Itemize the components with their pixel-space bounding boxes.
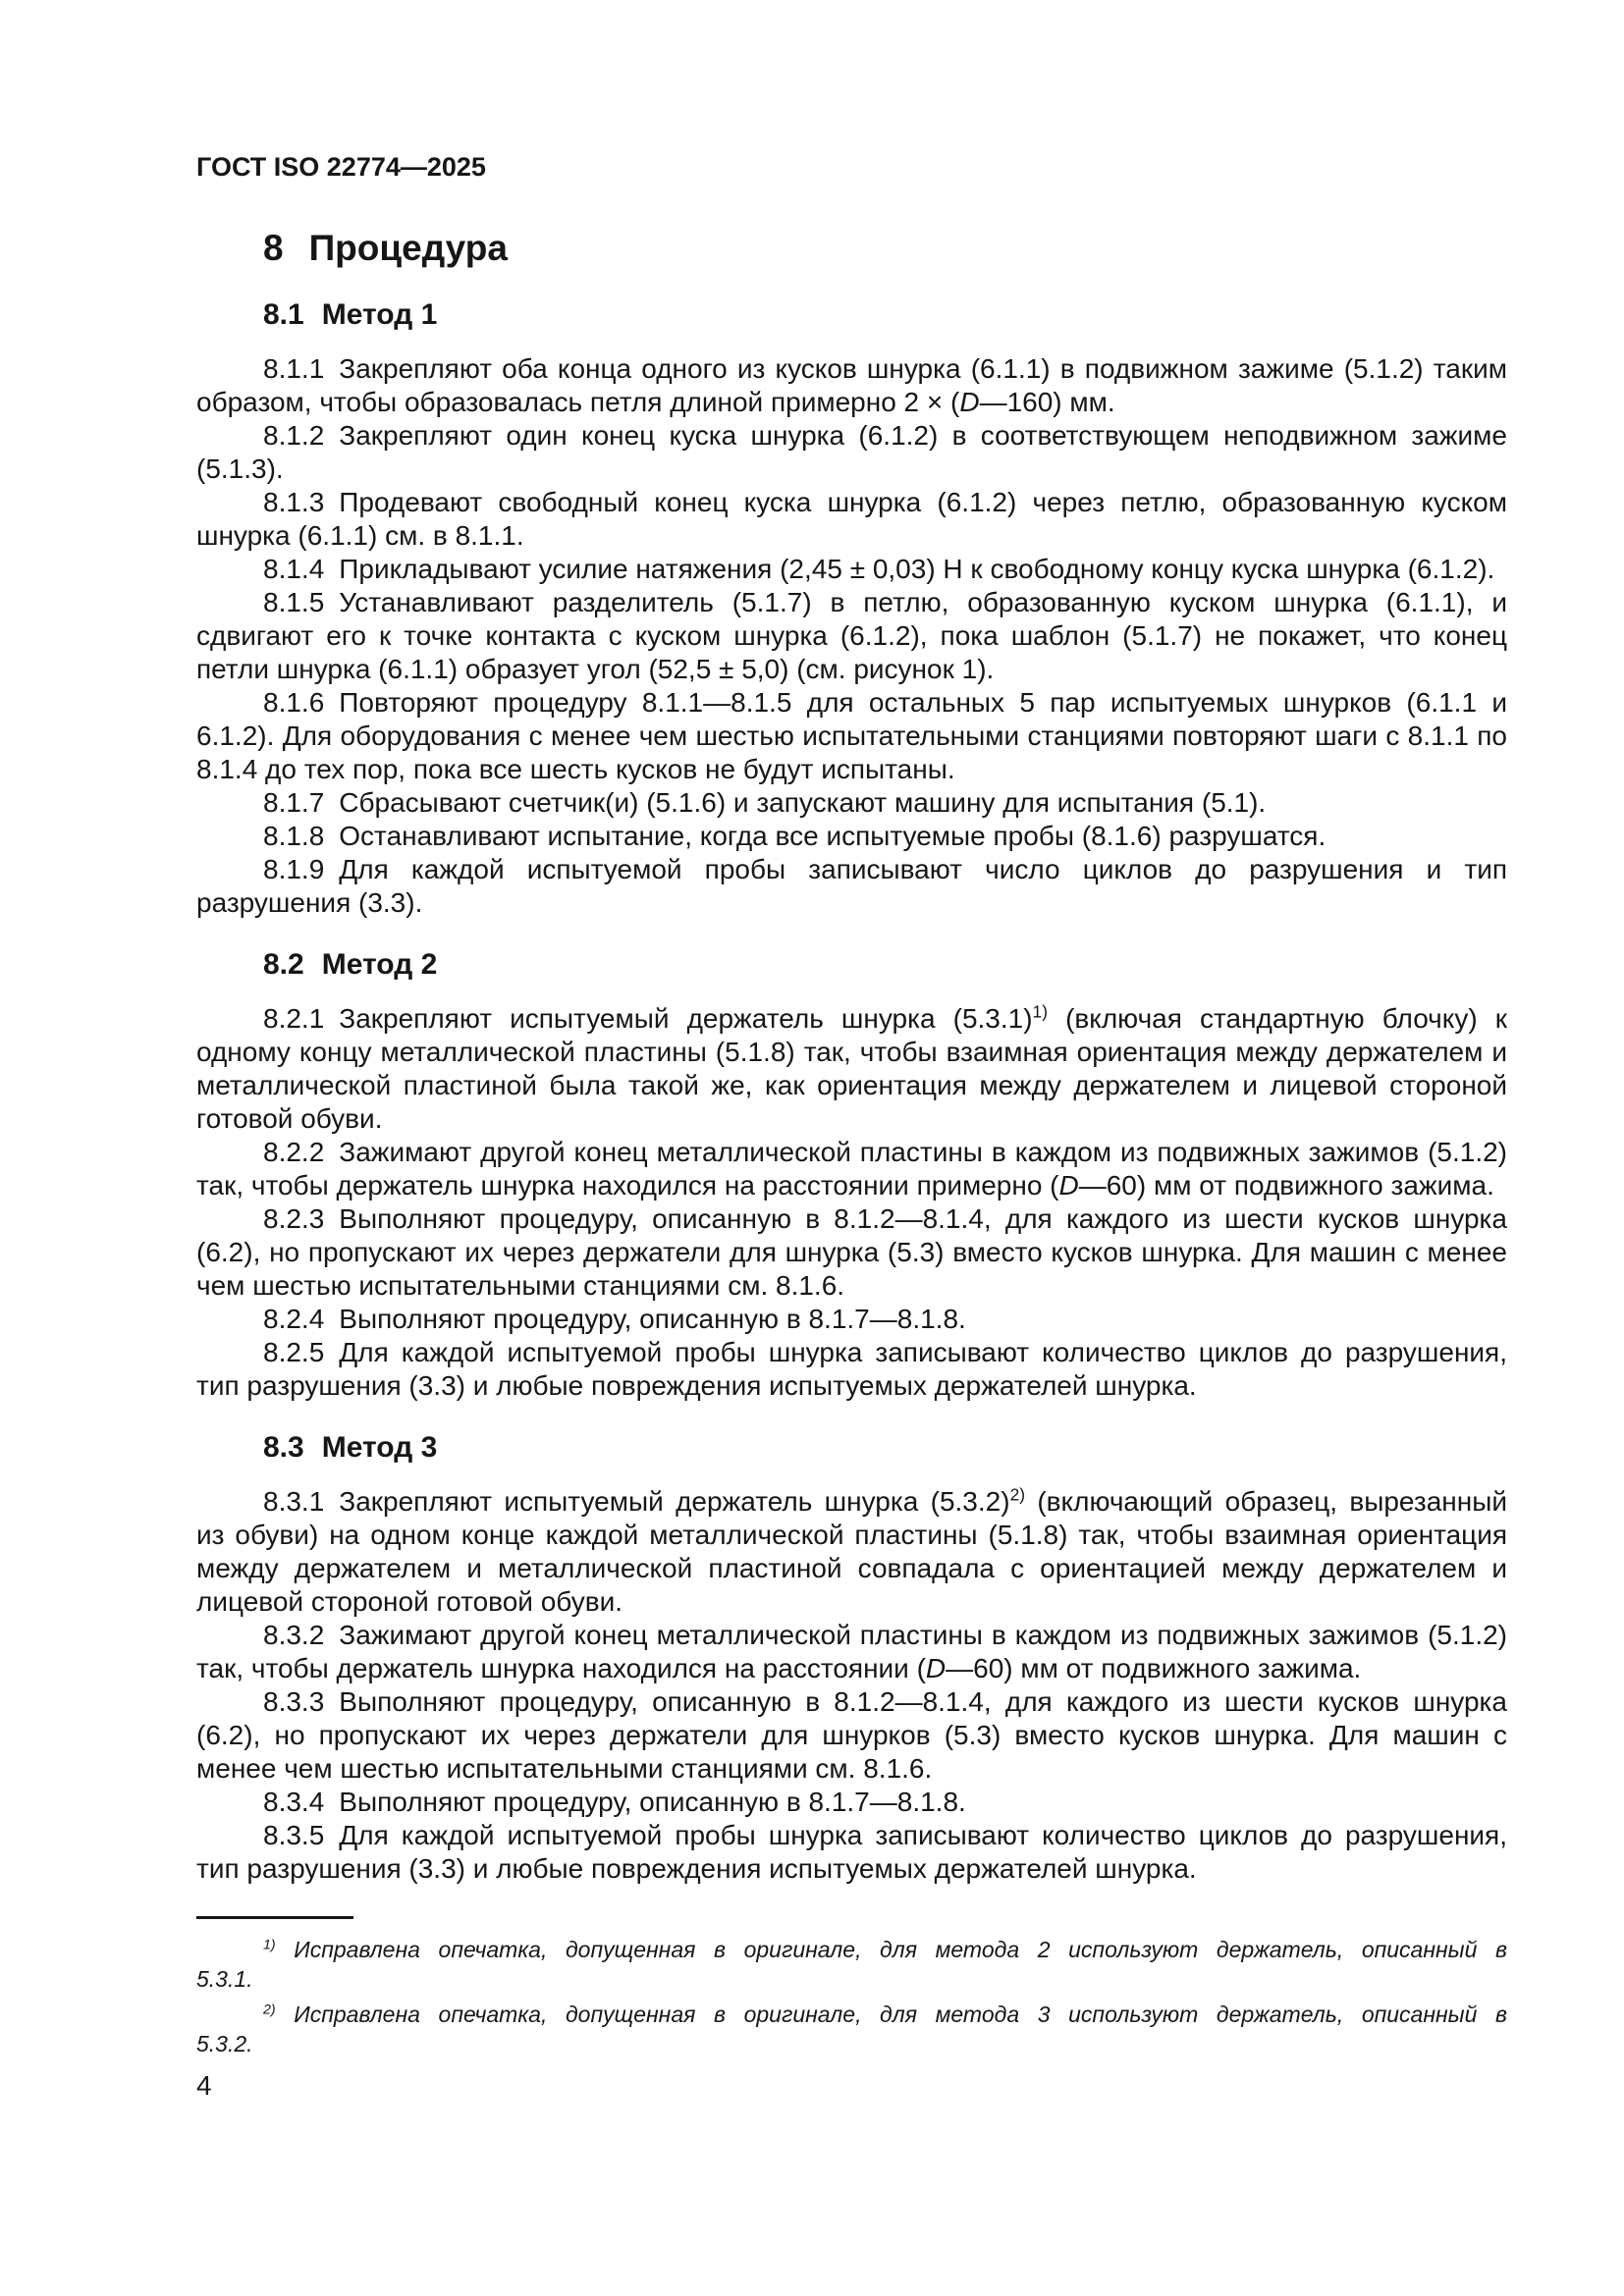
paragraph: 8.1.2 Закрепляют один конец куска шнурка (6.1.2) в соответствующем неподвижном зажиме (5.1.3). bbox=[196, 420, 1507, 484]
paragraph: 8.1.3 Продевают свободный конец куска шнурка (6.1.2) через петлю, образованную куском шнурка (6.1.1) см. в 8.1.1. bbox=[196, 487, 1507, 551]
paragraph: 8.1.5 Устанавливают разделитель (5.1.7) в петлю, образованную куском шнурка (6.1.1), и сдвигают его к точке контакта с куском шнурка (6.1.2), пока шаблон (5.1.7) не покажет, что конец петли шнурка (6.1.1) образует угол (52,5 ± 5,0) (см. рисунок 1). bbox=[196, 587, 1507, 684]
subsection-heading bbox=[263, 1430, 1507, 1466]
paragraph: 8.2.1 Закрепляют испытуемый держатель шнурка $(5.3.1)^{1)}$ (включая стандартную блочку) к одному концу металлической пластины (5.1.8) так, чтобы взаимная ориентация между держателем и металлической пластиной была такой же, как ориентация между держателем и лицевой стороной готовой обуви. bbox=[196, 1001, 1507, 1134]
paragraph: 8.1.6 Повторяют процедуру 8.1.1—8.1.5 для остальных 5 пар испытуемых шнурков (6.1.1 и 6.1.2). Для оборудования с менее чем шестью испытательными станциями повторяют шаги с 8.1.1 по 8.1.4 до тех пор, пока все шесть кусков не будут испытаны. bbox=[196, 687, 1507, 784]
paragraph: 8.3.2 Зажимают другой конец металлической пластины в каждом из подвижных зажимов (5.1.2) так, чтобы держатель шнурка находился на расстоянии (D—60) мм от подвижного зажима. bbox=[196, 1620, 1507, 1683]
page-header: ГОСТ ISO 22774—2025 bbox=[196, 152, 486, 182]
subsection-number: 8.1 bbox=[263, 298, 304, 331]
subsection-title: Метод 3 bbox=[321, 1431, 438, 1464]
paragraph: 8.1.1 Закрепляют оба конца одного из кусков шнурка (6.1.1) в подвижном зажиме (5.1.2) таким образом, чтобы образовалась петля длиной примерно 2 × (D—160) мм. bbox=[196, 353, 1507, 417]
text-column bbox=[196, 152, 1507, 1886]
paragraph: 8.3.5 Для каждой испытуемой пробы шнурка записывают количество циклов до разрушения, тип разрушения (3.3) и любые повреждения испытуемых держателей шнурка. bbox=[196, 1820, 1507, 1884]
footnote: $^{1)}$ Исправлена опечатка, допущенная в оригинале, для метода 2 используют держатель, описанный в 5.3.1. bbox=[196, 1937, 1507, 1992]
paragraph: 8.2.4 Выполняют процедуру, описанную в 8.1.7—8.1.8. bbox=[263, 1304, 966, 1334]
subsection-number: 8.2 bbox=[263, 948, 304, 981]
page-number: 4 bbox=[196, 2070, 212, 2101]
paragraph: 8.1.8 Останавливают испытание, когда все испытуемые пробы (8.1.6) разрушатся. bbox=[263, 821, 1326, 851]
subsection-title: Метод 2 bbox=[321, 948, 438, 981]
paragraph: 8.1.4 Прикладывают усилие натяжения (2,45 ± 0,03) Н к свободному концу куска шнурка (6.1.2). bbox=[263, 554, 1495, 584]
paragraph: 8.3.3 Выполняют процедуру, описанную в 8.1.2—8.1.4, для каждого из шести кусков шнурка (6.2), но пропускают их через держатели для шнурков (5.3) вместо кусков шнурка. Для машин с менее чем шестью испытательными станциями см. 8.1.6. bbox=[196, 1686, 1507, 1784]
paragraph: 8.2.2 Зажимают другой конец металлической пластины в каждом из подвижных зажимов (5.1.2) так, чтобы держатель шнурка находился на расстоянии примерно (D—60) мм от подвижного зажима. bbox=[196, 1137, 1507, 1201]
subsection-title: Метод 1 bbox=[321, 298, 438, 331]
footnote: $^{2)}$ Исправлена опечатка, допущенная в оригинале, для метода 3 используют держатель, описанный в 5.3.2. bbox=[196, 2002, 1507, 2056]
paragraph: 8.1.7 Сбрасывают счетчик(и) (5.1.6) и запускают машину для испытания (5.1). bbox=[263, 787, 1267, 818]
footnote-list bbox=[196, 1935, 1507, 2058]
subsection-number: 8.3 bbox=[263, 1431, 304, 1464]
paragraph: 8.2.3 Выполняют процедуру, описанную в 8.1.2—8.1.4, для каждого из шести кусков шнурка (6.2), но пропускают их через держатели для шнурка (5.3) вместо кусков шнурка. Для машин с менее чем шестью испытательными станциями см. 8.1.6. bbox=[196, 1203, 1507, 1301]
section-heading bbox=[263, 227, 1507, 270]
paragraph: 8.2.5 Для каждой испытуемой пробы шнурка записывают количество циклов до разрушения, тип разрушения (3.3) и любые повреждения испытуемых держателей шнурка. bbox=[196, 1337, 1507, 1401]
subsection-heading bbox=[263, 947, 1507, 983]
paragraph: 8.1.9 Для каждой испытуемой пробы записывают число циклов до разрушения и тип разрушения (3.3). bbox=[196, 854, 1507, 918]
section-title: Процедура bbox=[308, 228, 508, 268]
footnote-separator bbox=[196, 1916, 353, 1919]
section-number: 8 bbox=[263, 228, 284, 268]
footnotes-area bbox=[196, 1916, 1507, 2064]
subsection-heading bbox=[263, 297, 1507, 333]
paragraph: 8.3.1 Закрепляют испытуемый держатель шнурка $(5.3.2)^{2)}$ (включающий образец, вырезанный из обуви) на одном конце каждой металлической пластины (5.1.8) так, чтобы взаимная ориентация между держателем и металлической пластиной совпадала с ориентацией между держателем и лицевой стороной готовой обуви. bbox=[196, 1484, 1507, 1617]
paragraph: 8.3.4 Выполняют процедуру, описанную в 8.1.7—8.1.8. bbox=[263, 1787, 966, 1817]
subsections-container bbox=[196, 297, 1507, 1886]
